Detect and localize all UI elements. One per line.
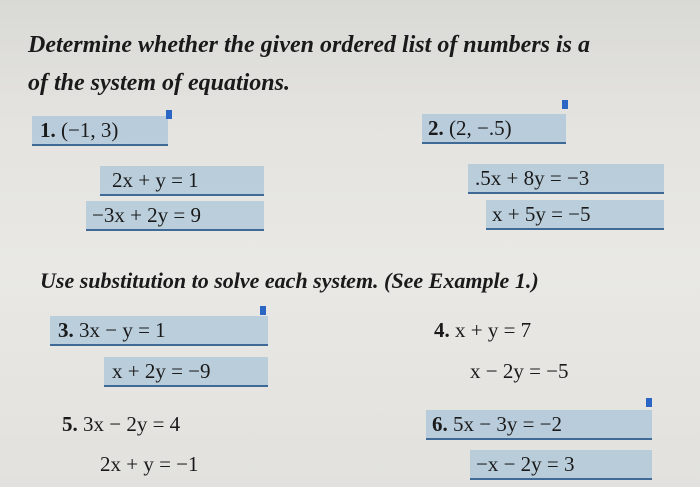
- marker-icon: [166, 110, 172, 119]
- problem-3-number: 3.: [58, 318, 74, 342]
- problem-2-equation-1: .5x + 8y = −3: [475, 166, 590, 190]
- heading-line-2: of the system of equations.: [28, 70, 290, 96]
- problem-3-equation-2: x + 2y = −9: [112, 359, 211, 383]
- problem-1-number: 1.: [40, 118, 56, 142]
- problem-5-number: 5.: [62, 412, 78, 436]
- problem-1-equation-1: 2x + y = 1: [112, 168, 199, 192]
- problem-2-equation-2: x + 5y = −5: [492, 202, 591, 226]
- marker-icon: [562, 100, 568, 109]
- problem-6-eq1: 5x − 3y = −2: [453, 412, 563, 436]
- heading-line-1: Determine whether the given ordered list of numbers is a: [28, 32, 591, 58]
- problem-1-equation-2: −3x + 2y = 9: [92, 203, 202, 227]
- problem-1-header: [40, 118, 118, 143]
- problem-6-number: 6.: [432, 412, 448, 436]
- problem-5-eq1: 3x − 2y = 4: [83, 412, 181, 436]
- problem-2-point: (2, −.5): [449, 116, 512, 140]
- problem-2-header: [428, 116, 512, 141]
- problem-3-equation-1: [58, 318, 166, 343]
- marker-icon: [646, 398, 652, 407]
- problem-4-number: 4.: [434, 318, 450, 342]
- problem-5-equation-2: 2x + y = −1: [100, 452, 199, 476]
- problem-4-equation-1: [434, 318, 531, 343]
- problem-4-eq1: x + y = 7: [455, 318, 532, 342]
- instruction-text: Use substitution to solve each system. (See Example 1.): [40, 268, 539, 293]
- problem-6-equation-1: [432, 412, 562, 437]
- marker-icon: [260, 306, 266, 315]
- problem-4-equation-2: x − 2y = −5: [470, 359, 569, 383]
- problem-2-number: 2.: [428, 116, 444, 140]
- problem-3-eq1: 3x − y = 1: [79, 318, 166, 342]
- problem-1-point: (−1, 3): [61, 118, 119, 142]
- problem-6-equation-2: −x − 2y = 3: [476, 452, 575, 476]
- problem-5-equation-1: [62, 412, 180, 437]
